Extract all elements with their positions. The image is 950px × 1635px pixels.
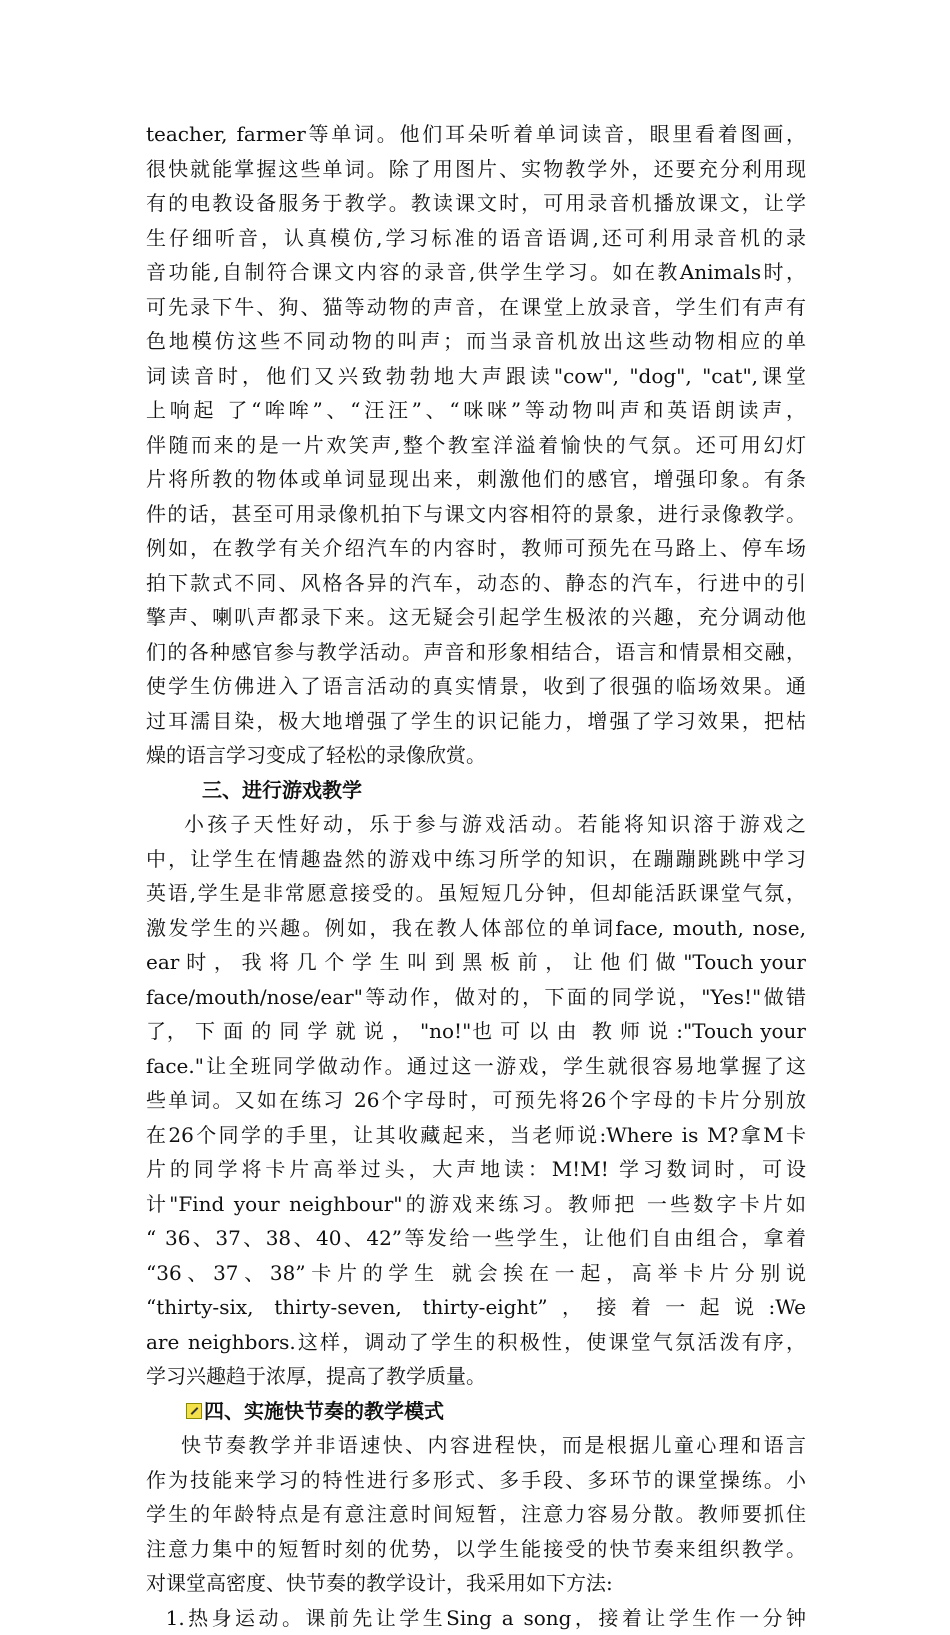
- text-line: 很快就能掌握这些单词。除了用图片、实物教学外，还要充分利用现: [146, 152, 806, 187]
- text-line: 学生的年龄特点是有意注意时间短暂，注意力容易分散。教师要抓住: [146, 1497, 806, 1532]
- section-heading-4-label: 四、实施快节奏的教学模式: [204, 1394, 444, 1429]
- text-line: 生仔细听音，认真模仿,学习标准的语音语调,还可利用录音机的录: [146, 221, 806, 256]
- text-line: 使学生仿佛进入了语言活动的真实情景，收到了很强的临场效果。通: [146, 669, 806, 704]
- text-line: 对课堂高密度、快节奏的教学设计，我采用如下方法:: [146, 1566, 806, 1601]
- text-line: 音功能,自制符合课文内容的录音,供学生学习。如在教Animals时，: [146, 255, 806, 290]
- text-line: 可先录下牛、狗、猫等动物的声音，在课堂上放录音，学生们有声有: [146, 290, 806, 325]
- text-line: 燥的语言学习变成了轻松的录像欣赏。: [146, 738, 806, 773]
- paragraph-fast-pace: [146, 1428, 806, 1635]
- text-line: 片的同学将卡片高举过头，大声地读：M!M! 学习数词时，可设: [146, 1152, 806, 1187]
- paragraph-media-teaching: [146, 117, 806, 773]
- section-heading-3: 三、进行游戏教学: [146, 773, 806, 808]
- note-edit-icon[interactable]: [186, 1403, 202, 1419]
- text-line: 上响起 了“哞哞”、“汪汪”、“咪咪”等动物叫声和英语朗读声，: [146, 393, 806, 428]
- text-line: face."让全班同学做动作。通过这一游戏，学生就很容易地掌握了这: [146, 1049, 806, 1084]
- text-line: are neighbors.这样，调动了学生的积极性，使课堂气氛活泼有序，: [146, 1325, 806, 1360]
- text-line: 1.热身运动。课前先让学生Sing a song，接着让学生作一分钟: [146, 1601, 806, 1635]
- text-line: “thirty-six, thirty-seven, thirty-eight”，接着一起说:We: [146, 1290, 806, 1325]
- text-line: 擎声、喇叭声都录下来。这无疑会引起学生极浓的兴趣，充分调动他: [146, 600, 806, 635]
- text-line: 色地模仿这些不同动物的叫声；而当录音机放出这些动物相应的单: [146, 324, 806, 359]
- text-line: 件的话，甚至可用录像机拍下与课文内容相符的景象，进行录像教学。: [146, 497, 806, 532]
- text-line: 过耳濡目染，极大地增强了学生的识记能力，增强了学习效果，把枯: [146, 704, 806, 739]
- text-line: 拍下款式不同、风格各异的汽车，动态的、静态的汽车，行进中的引: [146, 566, 806, 601]
- text-line: “36、37、38”卡片的学生 就会挨在一起，高举卡片分别说: [146, 1256, 806, 1291]
- text-line: ear 时 ， 我 将 几 个 学 生 叫 到 黑 板 前 ， 让 他 们 做 "Touch your: [146, 945, 806, 980]
- document-page: [146, 117, 806, 1635]
- text-line: 计"Find your neighbour"的游戏来练习。教师把 一些数字卡片如: [146, 1187, 806, 1222]
- text-line: 伴随而来的是一片欢笑声,整个教室洋溢着愉快的气氛。还可用幻灯: [146, 428, 806, 463]
- text-line: 片将所教的物体或单词显现出来，刺激他们的感官，增强印象。有条: [146, 462, 806, 497]
- text-line: 们的各种感官参与教学活动。声音和形象相结合，语言和情景相交融，: [146, 635, 806, 670]
- text-line: 例如，在教学有关介绍汽车的内容时，教师可预先在马路上、停车场: [146, 531, 806, 566]
- text-line: 学习兴趣趋于浓厚，提高了教学质量。: [146, 1359, 806, 1394]
- text-line: 些单词。又如在练习 26个字母时，可预先将26个字母的卡片分别放: [146, 1083, 806, 1118]
- text-line: 英语,学生是非常愿意接受的。虽短短几分钟，但却能活跃课堂气氛，: [146, 876, 806, 911]
- text-line: 词读音时，他们又兴致勃勃地大声跟读"cow", "dog", "cat",课堂: [146, 359, 806, 394]
- text-line: 在26个同学的手里，让其收藏起来，当老师说:Where is M?拿M卡: [146, 1118, 806, 1153]
- text-line: teacher, farmer等单词。他们耳朵听着单词读音，眼里看着图画，: [146, 117, 806, 152]
- paragraph-game-teaching: [146, 807, 806, 1394]
- text-line: 注意力集中的短暂时刻的优势，以学生能接受的快节奏来组织教学。: [146, 1532, 806, 1567]
- text-line: 了， 下 面 的 同 学 就 说 ， "no!"也 可 以 由 教 师 说 :"Touch your: [146, 1014, 806, 1049]
- text-line: 激发学生的兴趣。例如，我在教人体部位的单词face, mouth, nose,: [146, 911, 806, 946]
- text-line: face/mouth/nose/ear"等动作，做对的，下面的同学说，"Yes!"做错: [146, 980, 806, 1015]
- text-line: “ 36、37、38、40、42”等发给一些学生，让他们自由组合，拿着: [146, 1221, 806, 1256]
- text-line: 小孩子天性好动，乐于参与游戏活动。若能将知识溶于游戏之: [146, 807, 806, 842]
- text-line: 有的电教设备服务于教学。教读课文时，可用录音机播放课文，让学: [146, 186, 806, 221]
- section-heading-4: [146, 1394, 806, 1429]
- text-line: 快节奏教学并非语速快、内容进程快，而是根据儿童心理和语言: [146, 1428, 806, 1463]
- text-line: 中，让学生在情趣盎然的游戏中练习所学的知识，在蹦蹦跳跳中学习: [146, 842, 806, 877]
- text-line: 作为技能来学习的特性进行多形式、多手段、多环节的课堂操练。小: [146, 1463, 806, 1498]
